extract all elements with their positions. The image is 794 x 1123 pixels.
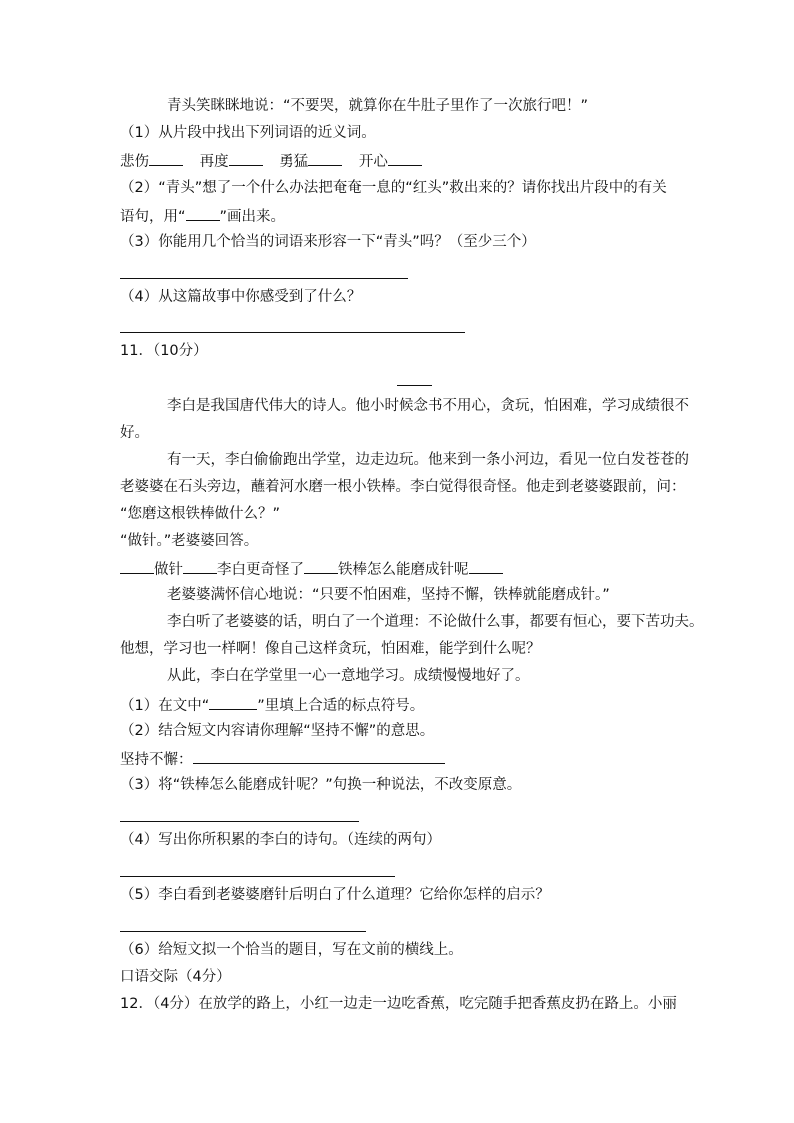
q11-p2-line1: 有一天，李白偷偷跑出学堂，边走边玩。他来到一条小河边，看见一位白发苍苍的 bbox=[167, 452, 689, 468]
q12-text: 12．（4分）在放学的路上，小红一边走一边吃香蕉，吃完随手把香蕉皮扔在路上。小丽 bbox=[120, 996, 677, 1012]
punct-blank[interactable] bbox=[304, 559, 338, 574]
q10-sub2-line1: （2）“青头”想了一个什么办法把奄奄一息的“红头”救出来的？请你找出片段中的有关 bbox=[120, 180, 667, 196]
answer-blank[interactable] bbox=[308, 151, 342, 166]
word-1: 悲伤 bbox=[120, 154, 149, 170]
q11-sub3: （3）将“铁棒怎么能磨成针呢？”句换一种说法，不改变原意。 bbox=[120, 777, 522, 793]
q11-p4-line2: 他想，学习也一样啊！像自己这样贪玩，怕困难，能学到什么呢？ bbox=[120, 641, 541, 657]
q11-sub4: （4）写出你所积累的李白的诗句。（连续的两句） bbox=[120, 832, 441, 848]
q11-dialog1: “您磨这根铁棒做什么？” bbox=[120, 506, 281, 522]
q11-p1-line2: 好。 bbox=[120, 425, 149, 441]
q11-dialog2: “做针。”老婆婆回答。 bbox=[120, 533, 259, 549]
q11-sub2: （2）结合短文内容请你理解“坚持不懈”的意思。 bbox=[120, 723, 435, 739]
q11-blank-line: 做针 李白更奇怪了 铁棒怎么能磨成针呢 bbox=[120, 559, 503, 579]
answer-line[interactable] bbox=[120, 876, 395, 877]
q11-p3: 老婆婆满怀信心地说：“只要不怕困难，坚持不懈，铁棒就能磨成针。” bbox=[167, 587, 610, 603]
punct-blank[interactable] bbox=[183, 559, 217, 574]
q11-p2-line2: 老婆婆在石头旁边，蘸着河水磨一根小铁棒。李白觉得很奇怪。他走到老婆婆跟前，问： bbox=[120, 479, 686, 495]
answer-blank[interactable] bbox=[209, 695, 257, 710]
q11-sub6: （6）给短文拟一个恰当的题目，写在文前的横线上。 bbox=[120, 942, 463, 958]
q11-sub5: （5）李白看到老婆婆磨针后明白了什么道理？它给你怎样的启示？ bbox=[120, 887, 550, 903]
answer-line[interactable] bbox=[120, 332, 465, 333]
q11-p5: 从此，李白在学堂里一心一意地学习。成绩慢慢地好了。 bbox=[167, 668, 530, 684]
q10-sub1: （1）从片段中找出下列词语的近义词。 bbox=[120, 125, 376, 141]
q11-p1-line1: 李白是我国唐代伟大的诗人。他小时候念书不用心，贪玩，怕困难，学习成绩很不 bbox=[167, 398, 689, 414]
punct-blank[interactable] bbox=[120, 559, 154, 574]
q11-p4-line1: 李白听了老婆婆的话，明白了一个道理：不论做什么事，都要有恒心，要下苦功夫。 bbox=[167, 614, 704, 630]
answer-blank[interactable] bbox=[186, 206, 220, 221]
synonym-row bbox=[120, 151, 422, 171]
quote-line: 青头笑眯眯地说：“不要哭，就算你在牛肚子里作了一次旅行吧！” bbox=[167, 98, 589, 114]
q10-sub4: （4）从这篇故事中你感受到了什么？ bbox=[120, 289, 362, 305]
q11-sub1: （1）在文中“ ”里填上合适的标点符号。 bbox=[120, 695, 424, 715]
punct-blank[interactable] bbox=[469, 559, 503, 574]
answer-blank[interactable] bbox=[229, 151, 263, 166]
answer-line[interactable] bbox=[120, 931, 366, 932]
q10-sub2-line2: 语句，用“ ”画出来。 bbox=[120, 206, 285, 226]
answer-blank[interactable] bbox=[388, 151, 422, 166]
title-blank[interactable] bbox=[397, 385, 432, 386]
word-3: 勇猛 bbox=[279, 154, 309, 170]
answer-line[interactable] bbox=[120, 821, 359, 822]
q11-sub2-answer: 坚持不懈： bbox=[120, 749, 445, 769]
section-title: 口语交际（4分） bbox=[120, 969, 231, 985]
answer-blank[interactable] bbox=[193, 749, 445, 764]
q11-header: 11．（10分） bbox=[120, 343, 208, 359]
answer-line[interactable] bbox=[120, 278, 408, 279]
answer-blank[interactable] bbox=[149, 151, 183, 166]
q10-sub3: （3）你能用几个恰当的词语来形容一下“青头”吗？（至少三个） bbox=[120, 234, 536, 250]
word-2: 再度 bbox=[199, 154, 229, 170]
word-4: 开心 bbox=[358, 154, 388, 170]
